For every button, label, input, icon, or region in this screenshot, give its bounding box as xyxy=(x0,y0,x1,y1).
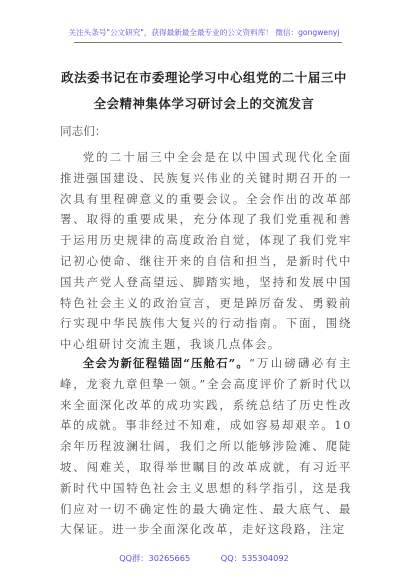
header-divider xyxy=(74,42,342,43)
paragraph-2 xyxy=(60,353,352,540)
paragraph-2-lead: 全会为新征程锚固“压舱石”。 xyxy=(82,356,249,370)
document-title: 政法委书记在市委理论学习中心组党的二十届三中全会精神集体学习研讨会上的交流发言 xyxy=(61,70,347,111)
footer-qq-number: QQ：535304092 xyxy=(220,553,289,563)
footer-contact xyxy=(0,553,408,564)
salutation: 同志们： xyxy=(60,124,107,138)
paragraph-1-text: 党的二十届三中全会是在以中国式现代化全面推进强国建设、民族复兴伟业的关键时期召开的一次具有里程碑意义的重要会议。全会作出的改革部署、取得的重要成果，充分体现了我们党重视和善于运用历史规律的高度政治自觉，体现了我们党牢记初心使命、继往开来的自信和担当，是新时代中国共产党人登高望远、脚踏实地，坚持和发展中国特色社会主义的政治宣言，更是踔厉奋发、勇毅前行实现中华民族伟大复兴的行动指南。下面，围绕中心组研讨交流主题，我谈几点体会。 xyxy=(60,150,352,352)
paragraph-1 xyxy=(60,147,352,355)
footer-qq-group: QQ群：30265665 xyxy=(119,553,191,563)
paragraph-2-text: “万山磅礴必有主峰，龙衮九章但挚一领。”全会高度评价了新时代以来全面深化改革的成功实践，系统总结了历史性改革的成就。事非经过不知难，成如容易却艰辛。10余年历程波澜壮阔，我们之所以能够涉险滩、爬陡坡、闯难关，取得举世瞩目的改革成就，有习近平新时代中国特色社会主义思想的科学指引，这是我们应对一切不确定性的最大确定性、最大底气、最大保证。进一步全面深化改革，走好这段路，注定 xyxy=(60,356,353,537)
header-promo-note: 关注头条号"公文研究"，获得最新最全最专业的公文资料库！ 微信：gongwenyj xyxy=(68,28,340,37)
